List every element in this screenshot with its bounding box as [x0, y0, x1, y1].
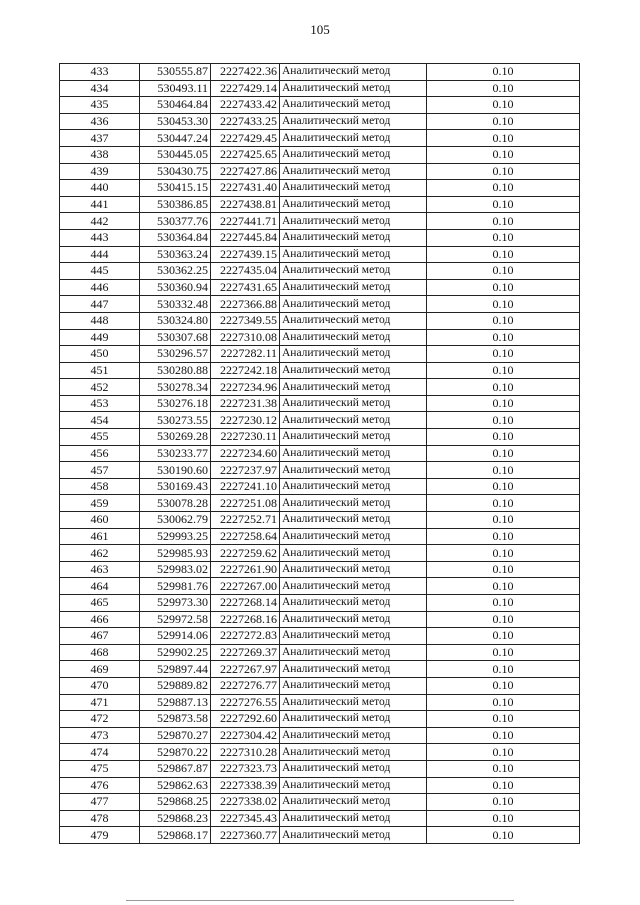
point-number-cell: 453 — [60, 395, 140, 412]
method-cell: Аналитический метод — [280, 661, 427, 678]
accuracy-cell: 0.10 — [427, 462, 580, 479]
table-row — [60, 661, 580, 678]
y-coordinate-cell: 2227241.10 — [211, 478, 280, 495]
x-coordinate-cell: 530415.15 — [140, 180, 211, 197]
y-coordinate-cell: 2227433.25 — [211, 113, 280, 130]
method-cell: Аналитический метод — [280, 346, 427, 363]
x-coordinate-cell: 529887.13 — [140, 694, 211, 711]
accuracy-cell: 0.10 — [427, 794, 580, 811]
accuracy-cell: 0.10 — [427, 810, 580, 827]
y-coordinate-cell: 2227435.04 — [211, 263, 280, 280]
table-row — [60, 279, 580, 296]
method-cell: Аналитический метод — [280, 130, 427, 147]
method-cell: Аналитический метод — [280, 412, 427, 429]
method-cell: Аналитический метод — [280, 379, 427, 396]
y-coordinate-cell: 2227338.39 — [211, 777, 280, 794]
table-row — [60, 346, 580, 363]
accuracy-cell: 0.10 — [427, 495, 580, 512]
method-cell: Аналитический метод — [280, 97, 427, 114]
bottom-rule — [126, 900, 514, 901]
table-row — [60, 146, 580, 163]
table-row — [60, 595, 580, 612]
accuracy-cell: 0.10 — [427, 595, 580, 612]
table-row — [60, 312, 580, 329]
table-row — [60, 213, 580, 230]
accuracy-cell: 0.10 — [427, 661, 580, 678]
accuracy-cell: 0.10 — [427, 545, 580, 562]
y-coordinate-cell: 2227439.15 — [211, 246, 280, 263]
accuracy-cell: 0.10 — [427, 694, 580, 711]
table-row — [60, 329, 580, 346]
accuracy-cell: 0.10 — [427, 777, 580, 794]
table-row — [60, 810, 580, 827]
x-coordinate-cell: 530078.28 — [140, 495, 211, 512]
point-number-cell: 472 — [60, 711, 140, 728]
table-row — [60, 578, 580, 595]
point-number-cell: 450 — [60, 346, 140, 363]
y-coordinate-cell: 2227360.77 — [211, 827, 280, 844]
y-coordinate-cell: 2227234.96 — [211, 379, 280, 396]
method-cell: Аналитический метод — [280, 827, 427, 844]
point-number-cell: 447 — [60, 296, 140, 313]
x-coordinate-cell: 530169.43 — [140, 478, 211, 495]
accuracy-cell: 0.10 — [427, 727, 580, 744]
accuracy-cell: 0.10 — [427, 64, 580, 81]
x-coordinate-cell: 530296.57 — [140, 346, 211, 363]
method-cell: Аналитический метод — [280, 263, 427, 280]
accuracy-cell: 0.10 — [427, 346, 580, 363]
x-coordinate-cell: 530307.68 — [140, 329, 211, 346]
accuracy-cell: 0.10 — [427, 628, 580, 645]
table-row — [60, 229, 580, 246]
y-coordinate-cell: 2227441.71 — [211, 213, 280, 230]
table-row — [60, 777, 580, 794]
point-number-cell: 469 — [60, 661, 140, 678]
x-coordinate-cell: 529897.44 — [140, 661, 211, 678]
x-coordinate-cell: 529973.30 — [140, 595, 211, 612]
table-row — [60, 561, 580, 578]
point-number-cell: 460 — [60, 512, 140, 529]
accuracy-cell: 0.10 — [427, 528, 580, 545]
accuracy-cell: 0.10 — [427, 412, 580, 429]
method-cell: Аналитический метод — [280, 362, 427, 379]
x-coordinate-cell: 530062.79 — [140, 512, 211, 529]
x-coordinate-cell: 529870.22 — [140, 744, 211, 761]
table-row — [60, 794, 580, 811]
point-number-cell: 473 — [60, 727, 140, 744]
x-coordinate-cell: 530493.11 — [140, 80, 211, 97]
x-coordinate-cell: 530377.76 — [140, 213, 211, 230]
table-row — [60, 462, 580, 479]
point-number-cell: 434 — [60, 80, 140, 97]
table-row — [60, 495, 580, 512]
accuracy-cell: 0.10 — [427, 445, 580, 462]
y-coordinate-cell: 2227268.14 — [211, 595, 280, 612]
point-number-cell: 440 — [60, 180, 140, 197]
method-cell: Аналитический метод — [280, 777, 427, 794]
coordinates-table — [59, 63, 580, 844]
y-coordinate-cell: 2227438.81 — [211, 196, 280, 213]
y-coordinate-cell: 2227445.84 — [211, 229, 280, 246]
x-coordinate-cell: 530278.34 — [140, 379, 211, 396]
page-number: 105 — [310, 22, 330, 37]
x-coordinate-cell: 530332.48 — [140, 296, 211, 313]
x-coordinate-cell: 530273.55 — [140, 412, 211, 429]
point-number-cell: 435 — [60, 97, 140, 114]
x-coordinate-cell: 529981.76 — [140, 578, 211, 595]
method-cell: Аналитический метод — [280, 163, 427, 180]
y-coordinate-cell: 2227292.60 — [211, 711, 280, 728]
point-number-cell: 437 — [60, 130, 140, 147]
accuracy-cell: 0.10 — [427, 279, 580, 296]
method-cell: Аналитический метод — [280, 329, 427, 346]
accuracy-cell: 0.10 — [427, 97, 580, 114]
method-cell: Аналитический метод — [280, 296, 427, 313]
method-cell: Аналитический метод — [280, 80, 427, 97]
point-number-cell: 441 — [60, 196, 140, 213]
table-row — [60, 727, 580, 744]
method-cell: Аналитический метод — [280, 677, 427, 694]
method-cell: Аналитический метод — [280, 512, 427, 529]
accuracy-cell: 0.10 — [427, 246, 580, 263]
y-coordinate-cell: 2227268.16 — [211, 611, 280, 628]
method-cell: Аналитический метод — [280, 146, 427, 163]
method-cell: Аналитический метод — [280, 395, 427, 412]
y-coordinate-cell: 2227267.97 — [211, 661, 280, 678]
table-row — [60, 130, 580, 147]
y-coordinate-cell: 2227425.65 — [211, 146, 280, 163]
x-coordinate-cell: 529868.25 — [140, 794, 211, 811]
accuracy-cell: 0.10 — [427, 512, 580, 529]
y-coordinate-cell: 2227427.86 — [211, 163, 280, 180]
accuracy-cell: 0.10 — [427, 80, 580, 97]
point-number-cell: 443 — [60, 229, 140, 246]
accuracy-cell: 0.10 — [427, 429, 580, 446]
y-coordinate-cell: 2227261.90 — [211, 561, 280, 578]
table-row — [60, 545, 580, 562]
coordinates-table-body — [60, 64, 580, 844]
accuracy-cell: 0.10 — [427, 213, 580, 230]
x-coordinate-cell: 530363.24 — [140, 246, 211, 263]
x-coordinate-cell: 530324.80 — [140, 312, 211, 329]
x-coordinate-cell: 529868.23 — [140, 810, 211, 827]
x-coordinate-cell: 529867.87 — [140, 760, 211, 777]
y-coordinate-cell: 2227433.42 — [211, 97, 280, 114]
method-cell: Аналитический метод — [280, 794, 427, 811]
y-coordinate-cell: 2227429.45 — [211, 130, 280, 147]
x-coordinate-cell: 530276.18 — [140, 395, 211, 412]
method-cell: Аналитический метод — [280, 810, 427, 827]
point-number-cell: 451 — [60, 362, 140, 379]
point-number-cell: 477 — [60, 794, 140, 811]
accuracy-cell: 0.10 — [427, 827, 580, 844]
y-coordinate-cell: 2227323.73 — [211, 760, 280, 777]
y-coordinate-cell: 2227267.00 — [211, 578, 280, 595]
x-coordinate-cell: 529914.06 — [140, 628, 211, 645]
accuracy-cell: 0.10 — [427, 561, 580, 578]
accuracy-cell: 0.10 — [427, 379, 580, 396]
x-coordinate-cell: 530280.88 — [140, 362, 211, 379]
table-row — [60, 677, 580, 694]
y-coordinate-cell: 2227230.11 — [211, 429, 280, 446]
method-cell: Аналитический метод — [280, 113, 427, 130]
accuracy-cell: 0.10 — [427, 130, 580, 147]
method-cell: Аналитический метод — [280, 495, 427, 512]
method-cell: Аналитический метод — [280, 545, 427, 562]
y-coordinate-cell: 2227234.60 — [211, 445, 280, 462]
y-coordinate-cell: 2227251.08 — [211, 495, 280, 512]
point-number-cell: 467 — [60, 628, 140, 645]
y-coordinate-cell: 2227242.18 — [211, 362, 280, 379]
method-cell: Аналитический метод — [280, 578, 427, 595]
y-coordinate-cell: 2227259.62 — [211, 545, 280, 562]
table-row — [60, 379, 580, 396]
accuracy-cell: 0.10 — [427, 296, 580, 313]
table-row — [60, 711, 580, 728]
x-coordinate-cell: 530364.84 — [140, 229, 211, 246]
x-coordinate-cell: 529868.17 — [140, 827, 211, 844]
accuracy-cell: 0.10 — [427, 395, 580, 412]
method-cell: Аналитический метод — [280, 246, 427, 263]
x-coordinate-cell: 530190.60 — [140, 462, 211, 479]
table-row — [60, 760, 580, 777]
method-cell: Аналитический метод — [280, 561, 427, 578]
point-number-cell: 446 — [60, 279, 140, 296]
accuracy-cell: 0.10 — [427, 180, 580, 197]
method-cell: Аналитический метод — [280, 478, 427, 495]
method-cell: Аналитический метод — [280, 180, 427, 197]
y-coordinate-cell: 2227237.97 — [211, 462, 280, 479]
table-row — [60, 395, 580, 412]
method-cell: Аналитический метод — [280, 727, 427, 744]
table-row — [60, 528, 580, 545]
point-number-cell: 459 — [60, 495, 140, 512]
point-number-cell: 475 — [60, 760, 140, 777]
method-cell: Аналитический метод — [280, 760, 427, 777]
y-coordinate-cell: 2227338.02 — [211, 794, 280, 811]
y-coordinate-cell: 2227276.77 — [211, 677, 280, 694]
accuracy-cell: 0.10 — [427, 744, 580, 761]
table-row — [60, 628, 580, 645]
x-coordinate-cell: 530447.24 — [140, 130, 211, 147]
point-number-cell: 464 — [60, 578, 140, 595]
method-cell: Аналитический метод — [280, 711, 427, 728]
y-coordinate-cell: 2227422.36 — [211, 64, 280, 81]
x-coordinate-cell: 530464.84 — [140, 97, 211, 114]
y-coordinate-cell: 2227230.12 — [211, 412, 280, 429]
y-coordinate-cell: 2227431.40 — [211, 180, 280, 197]
point-number-cell: 479 — [60, 827, 140, 844]
y-coordinate-cell: 2227366.88 — [211, 296, 280, 313]
accuracy-cell: 0.10 — [427, 263, 580, 280]
x-coordinate-cell: 530430.75 — [140, 163, 211, 180]
point-number-cell: 474 — [60, 744, 140, 761]
x-coordinate-cell: 530453.30 — [140, 113, 211, 130]
table-row — [60, 113, 580, 130]
accuracy-cell: 0.10 — [427, 362, 580, 379]
point-number-cell: 439 — [60, 163, 140, 180]
method-cell: Аналитический метод — [280, 64, 427, 81]
method-cell: Аналитический метод — [280, 445, 427, 462]
method-cell: Аналитический метод — [280, 611, 427, 628]
accuracy-cell: 0.10 — [427, 163, 580, 180]
table-row — [60, 445, 580, 462]
point-number-cell: 444 — [60, 246, 140, 263]
y-coordinate-cell: 2227429.14 — [211, 80, 280, 97]
x-coordinate-cell: 529993.25 — [140, 528, 211, 545]
table-row — [60, 196, 580, 213]
y-coordinate-cell: 2227349.55 — [211, 312, 280, 329]
x-coordinate-cell: 530445.05 — [140, 146, 211, 163]
accuracy-cell: 0.10 — [427, 760, 580, 777]
point-number-cell: 436 — [60, 113, 140, 130]
y-coordinate-cell: 2227282.11 — [211, 346, 280, 363]
y-coordinate-cell: 2227258.64 — [211, 528, 280, 545]
x-coordinate-cell: 530269.28 — [140, 429, 211, 446]
point-number-cell: 442 — [60, 213, 140, 230]
table-row — [60, 644, 580, 661]
method-cell: Аналитический метод — [280, 528, 427, 545]
point-number-cell: 448 — [60, 312, 140, 329]
x-coordinate-cell: 530362.25 — [140, 263, 211, 280]
table-row — [60, 478, 580, 495]
table-row — [60, 163, 580, 180]
method-cell: Аналитический метод — [280, 196, 427, 213]
x-coordinate-cell: 529862.63 — [140, 777, 211, 794]
point-number-cell: 452 — [60, 379, 140, 396]
accuracy-cell: 0.10 — [427, 644, 580, 661]
accuracy-cell: 0.10 — [427, 711, 580, 728]
method-cell: Аналитический метод — [280, 744, 427, 761]
x-coordinate-cell: 529902.25 — [140, 644, 211, 661]
y-coordinate-cell: 2227431.65 — [211, 279, 280, 296]
table-row — [60, 97, 580, 114]
method-cell: Аналитический метод — [280, 462, 427, 479]
point-number-cell: 468 — [60, 644, 140, 661]
table-row — [60, 512, 580, 529]
x-coordinate-cell: 530360.94 — [140, 279, 211, 296]
point-number-cell: 462 — [60, 545, 140, 562]
point-number-cell: 457 — [60, 462, 140, 479]
table-row — [60, 64, 580, 81]
point-number-cell: 470 — [60, 677, 140, 694]
table-row — [60, 694, 580, 711]
table-row — [60, 429, 580, 446]
accuracy-cell: 0.10 — [427, 196, 580, 213]
point-number-cell: 466 — [60, 611, 140, 628]
y-coordinate-cell: 2227276.55 — [211, 694, 280, 711]
method-cell: Аналитический метод — [280, 312, 427, 329]
table-row — [60, 362, 580, 379]
x-coordinate-cell: 529983.02 — [140, 561, 211, 578]
point-number-cell: 454 — [60, 412, 140, 429]
accuracy-cell: 0.10 — [427, 146, 580, 163]
y-coordinate-cell: 2227310.08 — [211, 329, 280, 346]
point-number-cell: 455 — [60, 429, 140, 446]
x-coordinate-cell: 530386.85 — [140, 196, 211, 213]
table-row — [60, 180, 580, 197]
point-number-cell: 438 — [60, 146, 140, 163]
x-coordinate-cell: 529889.82 — [140, 677, 211, 694]
table-row — [60, 296, 580, 313]
y-coordinate-cell: 2227272.83 — [211, 628, 280, 645]
point-number-cell: 445 — [60, 263, 140, 280]
table-row — [60, 263, 580, 280]
table-row — [60, 611, 580, 628]
y-coordinate-cell: 2227310.28 — [211, 744, 280, 761]
method-cell: Аналитический метод — [280, 628, 427, 645]
method-cell: Аналитический метод — [280, 644, 427, 661]
point-number-cell: 458 — [60, 478, 140, 495]
point-number-cell: 478 — [60, 810, 140, 827]
accuracy-cell: 0.10 — [427, 578, 580, 595]
accuracy-cell: 0.10 — [427, 312, 580, 329]
y-coordinate-cell: 2227304.42 — [211, 727, 280, 744]
table-row — [60, 827, 580, 844]
point-number-cell: 471 — [60, 694, 140, 711]
y-coordinate-cell: 2227269.37 — [211, 644, 280, 661]
table-row — [60, 744, 580, 761]
accuracy-cell: 0.10 — [427, 229, 580, 246]
y-coordinate-cell: 2227231.38 — [211, 395, 280, 412]
point-number-cell: 449 — [60, 329, 140, 346]
x-coordinate-cell: 529972.58 — [140, 611, 211, 628]
accuracy-cell: 0.10 — [427, 677, 580, 694]
point-number-cell: 465 — [60, 595, 140, 612]
method-cell: Аналитический метод — [280, 694, 427, 711]
table-row — [60, 80, 580, 97]
point-number-cell: 433 — [60, 64, 140, 81]
x-coordinate-cell: 529873.58 — [140, 711, 211, 728]
accuracy-cell: 0.10 — [427, 478, 580, 495]
x-coordinate-cell: 529985.93 — [140, 545, 211, 562]
x-coordinate-cell: 530555.87 — [140, 64, 211, 81]
accuracy-cell: 0.10 — [427, 113, 580, 130]
x-coordinate-cell: 529870.27 — [140, 727, 211, 744]
point-number-cell: 461 — [60, 528, 140, 545]
point-number-cell: 463 — [60, 561, 140, 578]
accuracy-cell: 0.10 — [427, 329, 580, 346]
table-row — [60, 412, 580, 429]
method-cell: Аналитический метод — [280, 213, 427, 230]
method-cell: Аналитический метод — [280, 595, 427, 612]
point-number-cell: 456 — [60, 445, 140, 462]
y-coordinate-cell: 2227345.43 — [211, 810, 280, 827]
accuracy-cell: 0.10 — [427, 611, 580, 628]
method-cell: Аналитический метод — [280, 229, 427, 246]
method-cell: Аналитический метод — [280, 429, 427, 446]
y-coordinate-cell: 2227252.71 — [211, 512, 280, 529]
method-cell: Аналитический метод — [280, 279, 427, 296]
x-coordinate-cell: 530233.77 — [140, 445, 211, 462]
point-number-cell: 476 — [60, 777, 140, 794]
table-row — [60, 246, 580, 263]
